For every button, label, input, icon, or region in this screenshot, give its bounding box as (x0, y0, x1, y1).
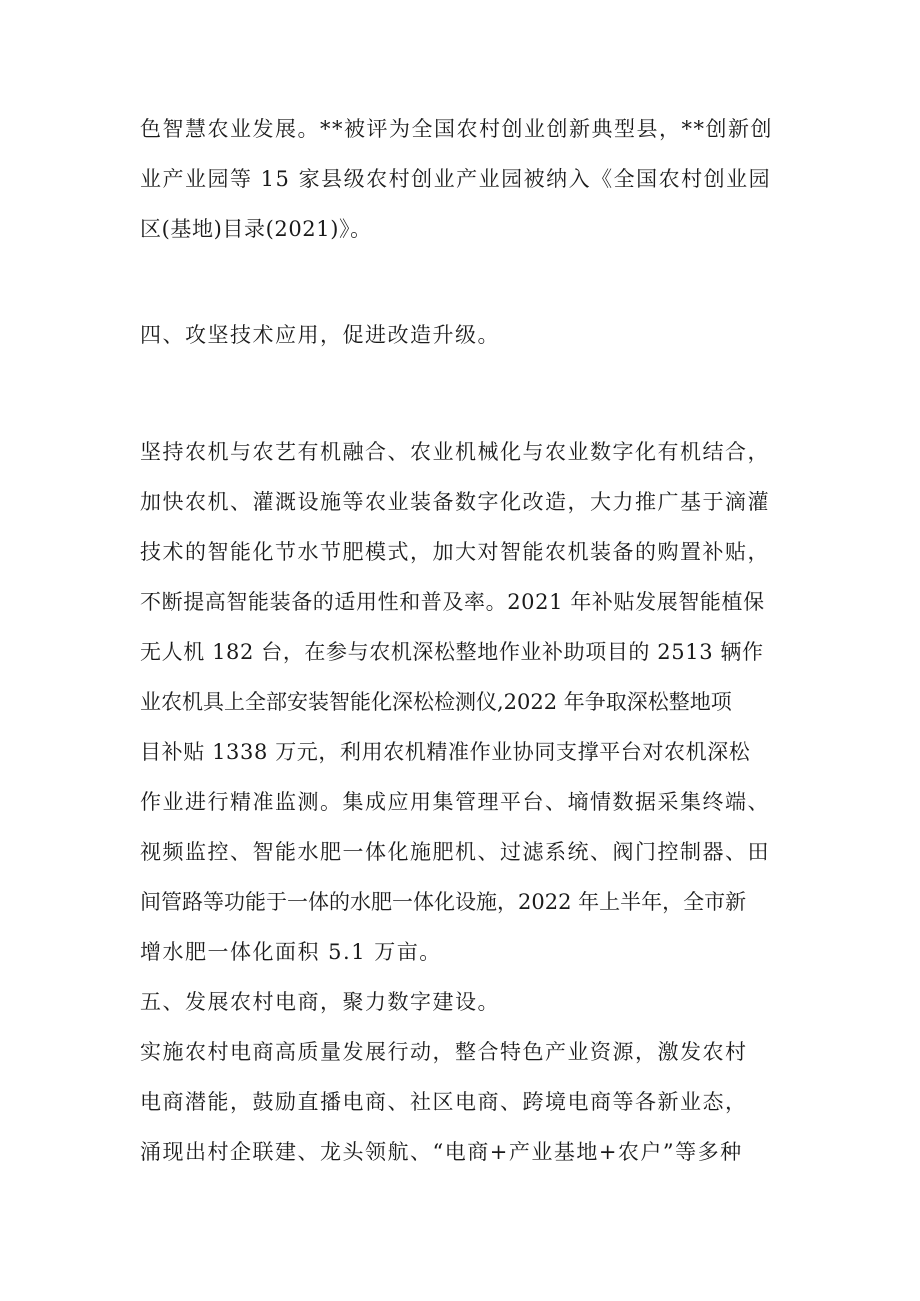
paragraph-2-line-9: 视频监控、智能水肥一体化施肥机、过滤系统、阀门控制器、田 (140, 840, 770, 864)
paragraph-3-line-3: 涌现出村企联建、龙头领航、“电商+产业基地+农户”等多种 (140, 1140, 743, 1164)
paragraph-2-line-3: 技术的智能化节水节肥模式，加大对智能农机装备的购置补贴， (140, 540, 770, 564)
paragraph-1-line-2: 业产业园等 15 家县级农村创业产业园被纳入《全国农村创业园 (140, 167, 772, 191)
paragraph-2-line-2: 加快农机、灌溉设施等农业装备数字化改造，大力推广基于滴灌 (140, 490, 770, 514)
paragraph-2-line-7: 目补贴 1338 万元，利用农机精准作业协同支撑平台对农机深松 (140, 740, 751, 764)
paragraph-3-line-2: 电商潜能，鼓励直播电商、社区电商、跨境电商等各新业态， (140, 1090, 748, 1114)
paragraph-2-line-11: 增水肥一体化面积 5.1 万亩。 (140, 940, 442, 964)
paragraph-2-line-5: 无人机 182 台，在参与农机深松整地作业补助项目的 2513 辆作 (140, 640, 764, 664)
paragraph-2-line-1: 坚持农机与农艺有机融合、农业机械化与农业数字化有机结合， (140, 440, 770, 464)
paragraph-2-line-10: 间管路等功能于一体的水肥一体化设施，2022 年上半年，全市新 (140, 890, 747, 914)
paragraph-2-line-6: 业农机具上全部安装智能化深松检测仪,2022 年争取深松整地项 (140, 690, 732, 714)
paragraph-2-line-4: 不断提高智能装备的适用性和普及率。2021 年补贴发展智能植保 (140, 590, 765, 614)
section-heading-4: 四、攻坚技术应用，促进改造升级。 (140, 323, 500, 347)
paragraph-3-line-1: 实施农村电商高质量发展行动，整合特色产业资源，激发农村 (140, 1040, 748, 1064)
section-heading-5: 五、发展农村电商，聚力数字建设。 (140, 990, 500, 1014)
paragraph-2-line-8: 作业进行精准监测。集成应用集管理平台、墒情数据采集终端、 (140, 790, 770, 814)
paragraph-1-line-3: 区(基地)目录(2021)》。 (140, 217, 372, 241)
paragraph-1-line-1: 色智慧农业发展。**被评为全国农村创业创新典型县，**创新创 (140, 117, 773, 141)
